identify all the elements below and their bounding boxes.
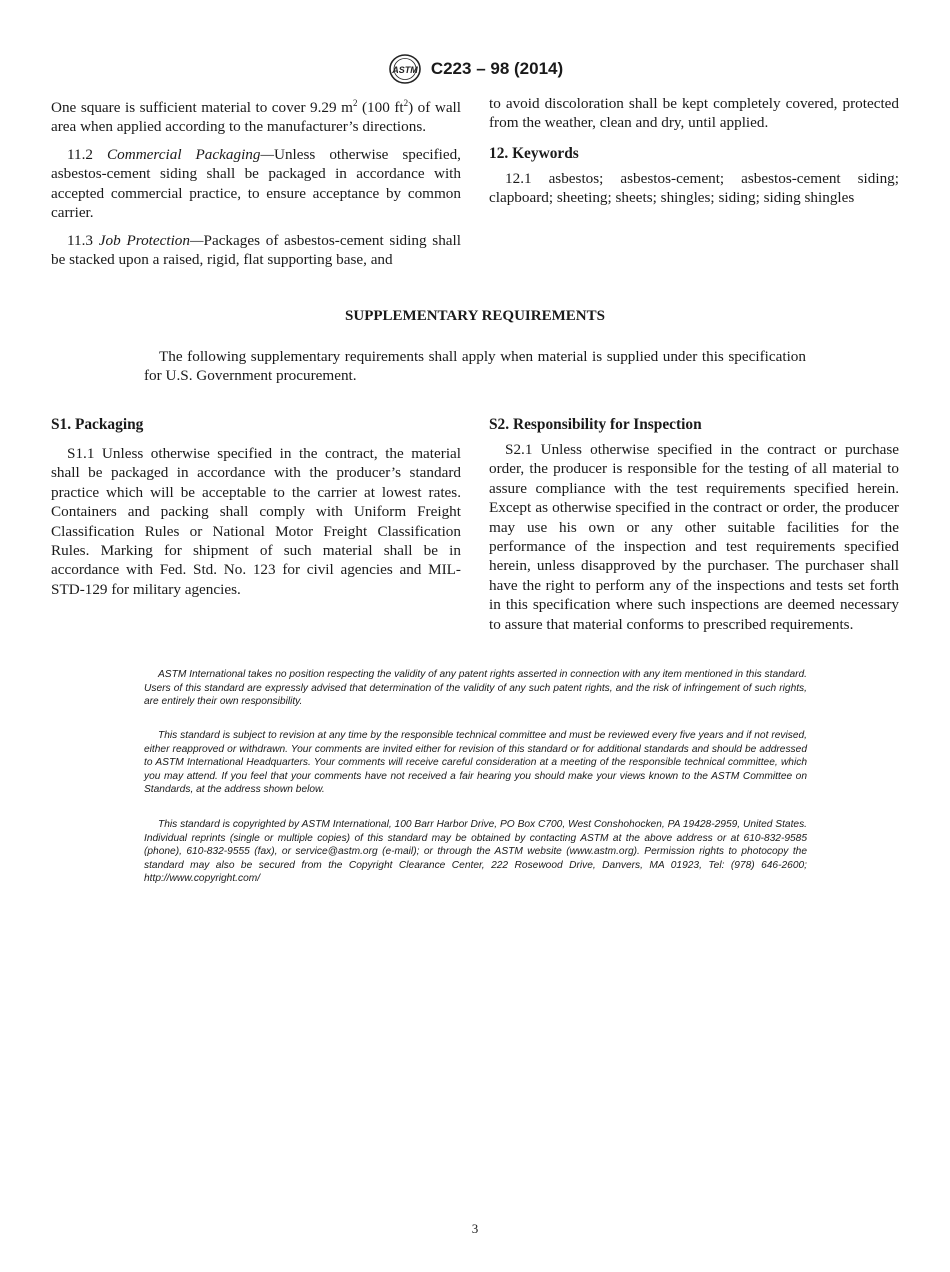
commercial-packaging-paragraph: 11.2 Commercial Packaging—Unless otherwise specified, asbestos-cement siding shall be packaged in accordance with accepted commercial practice, to ensure acceptance by common carrier.	[51, 145, 461, 222]
standard-designation: C223 – 98 (2014)	[430, 59, 564, 78]
keywords-heading: 12. Keywords	[489, 144, 579, 162]
page-header	[0, 52, 950, 86]
left-column-top	[51, 94, 461, 269]
page-number: 3	[471, 1221, 479, 1236]
supplementary-requirements-heading: SUPPLEMENTARY REQUIREMENTS	[345, 308, 605, 324]
supplementary-intro: The following supplementary requirements shall apply when material is supplied under this specification for U.S. Government procurement.	[144, 348, 806, 385]
right-column-top	[489, 94, 899, 208]
s1-section	[51, 416, 461, 599]
job-protection-paragraph: 11.3 Job Protection—Packages of asbestos-cement siding shall be stacked upon a raised, rigid, flat supporting base, and	[51, 231, 461, 268]
s2-paragraph: S2.1 Unless otherwise specified in the contract or purchase order, the producer is responsible for the testing of all material to assure compliance with the test requirements specified herein. Except as otherwise specified in the contract or order, the producer may use his own or any other suitable facilities for the performance of the inspection and test requirements specified herein, unless disapproved by the purchaser. The purchaser shall have the right to perform any of the inspections and tests set forth in this specification where such inspections are deemed necessary to assure that material conforms to prescribed requirements.	[489, 441, 899, 633]
svg-text:ASTM: ASTM	[392, 65, 418, 75]
job-protection-continuation: to avoid discoloration shall be kept completely covered, protected from the weather, clean and dry, until applied.	[489, 95, 899, 132]
s2-heading: S2. Responsibility for Inspection	[489, 416, 702, 433]
square-coverage-paragraph: One square is sufficient material to cover 9.29 $m^2$ (100 $ft^2$) of wall area when applied according to the manufacturer’s directions.	[51, 98, 461, 136]
astm-logo-icon	[387, 53, 423, 85]
copyright-notice: This standard is copyrighted by ASTM International, 100 Barr Harbor Drive, PO Box C700, West Conshohocken, PA 19428-2959, United States. Individual reprints (single or multiple copies) of this standard may be obtained by contacting ASTM at the above address or at 610-832-9585 (phone), 610-832-9555 (fax), or service@astm.org (e-mail); or through the ASTM website (www.astm.org). Permission rights to photocopy the standard may also be secured from the Copyright Clearance Center, 222 Rosewood Drive, Danvers, MA 01923, Tel: (978) 646-2600; http://www.copyright.com/	[144, 819, 807, 885]
s1-paragraph: S1.1 Unless otherwise specified in the contract, the material shall be packaged in accordance with the producer’s standard practice which will be acceptable to the carrier at lowest rates. Containers and packing shall comply with Uniform Freight Classification Rules or National Motor Freight Classification Rules. Marking for shipment of such material shall be in accordance with Fed. Std. No. 123 for civil agencies and MIL-STD-129 for military agencies.	[51, 445, 461, 598]
s2-section	[489, 416, 899, 634]
keywords-paragraph: 12.1 asbestos; asbestos-cement; asbestos-cement siding; clapboard; sheeting; sheets; shingles; siding; siding shingles	[489, 169, 899, 207]
revision-notice: This standard is subject to revision at any time by the responsible technical committee and must be reviewed every five years and if not revised, either reapproved or withdrawn. Your comments are invited either for revision of this standard or for additional standards and should be addressed to ASTM International Headquarters. Your comments will receive careful consideration at a meeting of the responsible technical committee, which you may attend. If you feel that your comments have not received a fair hearing you should make your views known to the ASTM Committee on Standards, at the address shown below.	[144, 730, 807, 796]
patent-notice: ASTM International takes no position respecting the validity of any patent rights asserted in connection with any item mentioned in this standard. Users of this standard are expressly advised that determination of the validity of any such patent rights, and the risk of infringement of such rights, are entirely their own responsibility.	[144, 669, 807, 708]
s1-heading: S1. Packaging	[51, 416, 144, 433]
